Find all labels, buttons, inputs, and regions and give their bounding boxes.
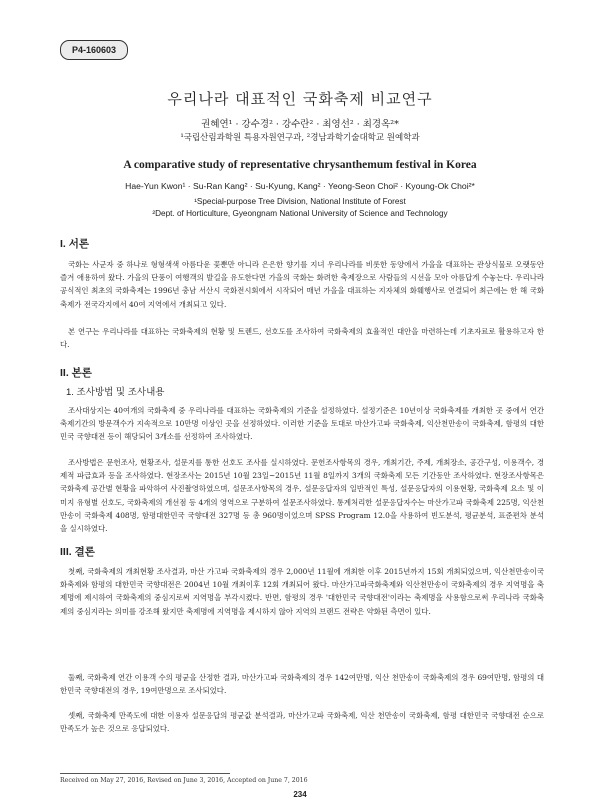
english-authors: Hae-Yun Kwon¹ · Su-Ran Kang² · Su-Kyung, Kang² · Yeong-Seon Choi² · Kyoung-Ok Choi²*	[125, 181, 475, 191]
korean-affiliations: ¹국립산림과학원 특용자원연구과, ²경남과학기술대학교 원예학과	[180, 133, 420, 143]
intro-paragraph-1: 국화는 사군자 중 하나로 형형색색 아름다운 꽃뿐만 아니라 은은한 향기를 지녀 우리나라를 비롯한 동양에서 가을을 대표하는 관상식물로 오랫동안 즐겨 애용하여 왔다. 가을의 단풍이 여행객의 발길을 유도한다면 가을의 국화는 화려한 축제장으로 사람들의 시선을 모아 아름답게 수놓는다. 우리나라 공식적인 최초의 국화축제는 1996년 충남 서산시 국화전시회에서 시작되어 매년 가을을 대표하는 지자체의 화훼행사로 연결되어 최근에는 한 해 국화축제가 전국각지에서 40여 지역에서 개최되고 있다.	[60, 260, 544, 309]
body-paragraph-1: 조사대상지는 40여개의 국화축제 중 우리나라를 대표하는 국화축제의 기준을 설정하였다. 설정기준은 10년이상 국화축제를 개최한 곳 중에서 연간 축제기간의 방문객수가 지속적으로 10만명 이상인 곳을 선정하였다. 이러한 기준을 토대로 마산가고파 국화축제, 익산천만송이 국화축제, 함평의 대한민국 국향대전 등이 해당되어 3개소를 선정하여 조사하였다.	[60, 406, 544, 442]
footnote-divider	[60, 773, 230, 774]
conclusion-paragraph-3: 셋째, 국화축제 만족도에 대한 이용자 설문응답의 평균값 분석결과, 마산가고파 국화축제, 익산 천만송이 국화축제, 함평 대한민국 국향대전 순으로 만족도가 높은 것으로 응답되었다.	[60, 711, 544, 734]
korean-authors: 권혜연¹ · 강수경² · 강수란² · 최영선² · 최경옥²*	[201, 119, 399, 130]
body-paragraph-2: 조사방법은 문헌조사, 현황조사, 설문지를 통한 선호도 조사를 실시하였다. 문헌조사항목의 경우, 개최기간, 주제, 개최장소, 공간구성, 이용객수, 경제적 파급효과 등을 조사하였다. 현장조사는 2015년 10월 23일~2015년 11월 8일까지 3개의 국화축제 모든 기간동안 조사하였다. 현장조사항목은 국화축제 공간별 현황을 파악하여 사진촬영하였으며, 설문조사항목의 경우, 설문응답자의 일반적인 특성, 설문응답자의 이용현황, 국화축제 요소 및 이미지 유형별 선호도, 국화축제의 개선점 등 4개의 영역으로 구분하여 설문조사하였다. 통계처리한 설문응답자수는 마산가고파 국화축제 225명, 익산천만송이 국화축제 408명, 함평대한민국 국향대전 327명 등 총 960명이었으며 SPSS Program 12.0을 사용하여 빈도분석, 평균분석, 표준편차 분석을 실시하였다.	[60, 458, 544, 534]
conclusion-paragraph-1: 첫째, 국화축제의 개최현황 조사결과, 마산 가고파 국화축제의 경우 2,000년 11월에 개최한 이후 2015년까지 15회 개최되었으며, 익산천만송이국화축제와 함평의 대한민국 국향대전은 2004년 10월 개최이후 12회 개최되어 왔다. 마산가고파국화축제와 익산천만송이 국화축제의 경우 지역명을 축제명에 제시하여 국화축제의 중심지로써 지역명을 부각시켰다. 반면, 함평의 경우 '대한민국 국향대전'이라는 축제명을 사용함으로써 우리나라 국화축제의 중심지라는 의미를 강조해 왔지만 축제명에 지역명을 제시하지 않아 지역의 브랜드 전략은 약화된 측면이 있다.	[60, 567, 544, 616]
section-heading-conclusion: III. 결론	[60, 546, 95, 558]
page-number: 234	[293, 790, 307, 799]
english-title: A comparative study of representative chrysanthemum festival in Korea	[123, 159, 477, 171]
conclusion-paragraph-2: 둘째, 국화축제 연간 이용객 수의 평균을 산정한 결과, 마산가고파 국화축제의 경우 142여만명, 익산 천만송이 국화축제의 경우 69여만명, 함평의 대한민국 국향대전의 경우, 19여만명으로 조사되었다.	[60, 673, 544, 696]
intro-paragraph-2: 본 연구는 우리나라를 대표하는 국화축제의 현황 및 트렌드, 선호도를 조사하여 국화축제의 효율적인 대안을 마련하는데 기초자료로 활용하고자 한다.	[60, 327, 544, 350]
paper-code-badge: P4-160603	[60, 40, 128, 60]
subsection-heading-methods: 1. 조사방법 및 조사내용	[66, 387, 165, 398]
english-affiliation-2: ²Dept. of Horticulture, Gyeongnam National University of Science and Technology	[152, 209, 448, 218]
english-affiliation-1: ¹Special-purpose Tree Division, National Institute of Forest	[194, 197, 406, 206]
section-heading-body: II. 본론	[60, 367, 92, 379]
received-date-footnote: Received on May 27, 2016, Revised on June 3, 2016, Accepted on June 7, 2016	[60, 777, 308, 784]
korean-title: 우리나라 대표적인 국화축제 비교연구	[167, 90, 433, 108]
section-heading-introduction: I. 서론	[60, 238, 90, 250]
